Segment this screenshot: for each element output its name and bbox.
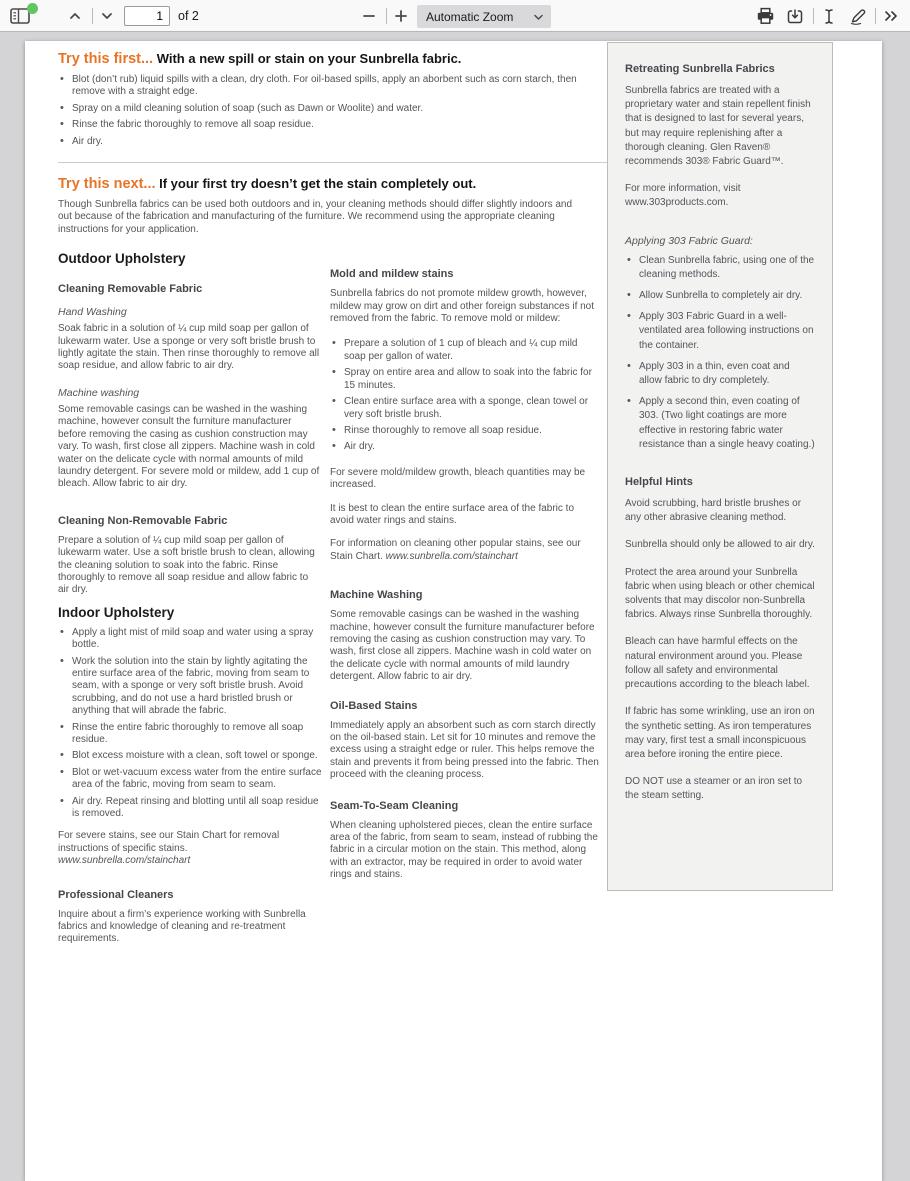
chevron-down-icon: [533, 12, 544, 22]
sidebar-toggle-button[interactable]: [7, 3, 33, 29]
oil-based-stains-heading: Oil-Based Stains: [330, 699, 418, 712]
seam-to-seam-body: When cleaning upholstered pieces, clean the entire surface area of the fabric, from seam to seam, instead of rubbing the fabric in a circular motion on the stain. This method, along with an extractor, may be required in order to avoid water rings and stains.: [330, 819, 598, 881]
plus-icon: [394, 9, 408, 23]
more-info-note: For more information, visit www.303products.com.: [625, 183, 741, 209]
more-tools-button[interactable]: [878, 3, 904, 29]
toolbar-divider: [875, 8, 876, 24]
retreating-body: Sunbrella fabrics are treated with a proprietary water and stain repellent finish that is designed to last for several years, but may require replenishing after a thorough cleaning. Glen Raven® recommends 303® Fabric Guard™.: [625, 85, 811, 168]
mold-mildew-body: Sunbrella fabrics do not promote mildew growth, however, mildew may grow on dirt and other foreign substances if not removed from the fabric. To remove mold or mildew:: [330, 288, 595, 325]
list-item: • Spray on entire area and allow to soak into the fabric for 15 minutes.: [330, 367, 600, 392]
list-item: • Apply a second thin, even coating of 303. (Two light coatings are more effective in restoring fabric water resistance than a single heavy coating.): [625, 395, 815, 452]
retreating-heading: Retreating Sunbrella Fabrics: [625, 63, 775, 75]
mold-note: For severe mold/mildew growth, bleach quantities may be increased.: [330, 466, 586, 491]
section-divider: [58, 162, 608, 163]
previous-page-button[interactable]: [62, 3, 88, 29]
text-cursor-icon: [821, 8, 837, 25]
notification-dot: [27, 3, 38, 14]
try-next-body: Though Sunbrella fabrics can be used both outdoors and in, your cleaning methods should differ slightly indoors and out because of the fabrication and manufacturing of the furniture. We recommend using the appropriate cleaning instructions for your application.: [58, 199, 573, 235]
list-item: • Air dry.: [58, 136, 585, 148]
hand-washing-body: Soak fabric in a solution of ¼ cup mild soap per gallon of lukewarm water. Use a sponge or very soft bristle brush to lightly agitate the stain. Then rinse thoroughly to remove all soap residue, and allow fabric to air dry.: [58, 323, 320, 372]
hint: Protect the area around your Sunbrella fabric when using bleach or other chemical solvents that may discolor non-Sunbrella fabrics. Always rinse Sunbrella thoroughly.: [625, 566, 815, 621]
professional-cleaners-body: Inquire about a firm’s experience working with Sunbrella fabrics and knowledge of cleaning and re-treatment requirements.: [58, 908, 306, 945]
machine-washing-heading: Machine washing: [58, 386, 140, 399]
download-button[interactable]: [782, 3, 808, 29]
applying-303-heading: Applying 303 Fabric Guard:: [625, 234, 753, 247]
toolbar-divider: [92, 8, 93, 24]
try-first-lead: Try this first...: [58, 51, 154, 67]
machine-washing-heading: Machine Washing: [330, 589, 423, 602]
list-item: • Rinse thoroughly to remove all soap residue.: [330, 425, 600, 437]
chevron-down-icon: [100, 9, 114, 23]
text-selection-tool-button[interactable]: [816, 3, 842, 29]
page-number-input[interactable]: [124, 6, 170, 26]
seam-to-seam-heading: Seam-To-Seam Cleaning: [330, 799, 459, 812]
list-item: • Blot or wet-vacuum excess water from the entire surface area of the fabric, moving from seam to seam.: [58, 767, 322, 792]
stain-chart-link[interactable]: www.sunbrella.com/stainchart: [385, 550, 518, 562]
pdf-viewer-area: [0, 33, 910, 945]
toolbar-divider: [813, 8, 814, 24]
try-first-bullets: [58, 74, 585, 148]
indoor-bullets: [58, 627, 322, 821]
stain-chart-link[interactable]: www.sunbrella.com/stainchart: [58, 855, 191, 867]
machine-washing-body: Some removable casings can be washed in the washing machine, however consult the furniture manufacturer before removing the casing as cushion construction may vary. To wash, first close all zippers. Machine wash in cold water on the delicate cycle with normal amounts of mild laundry detergent. For severe mold or mildew, add 1 cup of bleach. Allow fabric to air dry.: [58, 403, 320, 490]
mold-note: It is best to clean the entire surface area of the fabric to avoid water rings and stains.: [330, 502, 575, 526]
page-count-label: of 2: [178, 9, 199, 23]
middle-column: [330, 251, 600, 957]
list-item: • Blot (don’t rub) liquid spills with a clean, dry cloth. For oil-based spills, apply an aborbent such as corn starch, then remove with a straight edge.: [58, 74, 585, 99]
list-item: • Apply 303 Fabric Guard in a well-ventilated area following instructions on the container.: [625, 310, 815, 353]
applying-303-bullets: [625, 254, 815, 452]
hint: DO NOT use a steamer or an iron set to the steam setting.: [625, 776, 803, 802]
list-item: • Prepare a solution of 1 cup of bleach and ¼ cup mild soap per gallon of water.: [330, 338, 600, 363]
hint: Bleach can have harmful effects on the natural environment around you. Please follow all safety and environmental precautions according to the bleach label.: [625, 636, 810, 691]
try-next-tail: If your first try doesn’t get the stain completely out.: [155, 176, 477, 192]
annotate-pen-button[interactable]: [845, 3, 871, 29]
cleaning-nonremovable-body: Prepare a solution of ¼ cup mild soap per gallon of lukewarm water. Use a soft bristle brush to clean, allowing the cleaning solution to soak into the fabric. Rinse thoroughly to remove all soap residue and allow fabric to air dry.: [58, 534, 315, 596]
list-item: • Air dry.: [330, 441, 600, 453]
try-next-lead: Try this next...: [58, 176, 156, 193]
list-item: • Rinse the entire fabric thoroughly to remove all soap residue.: [58, 722, 322, 747]
list-item: • Apply a light mist of mild soap and water using a spray bottle.: [58, 627, 322, 652]
next-page-button[interactable]: [94, 3, 120, 29]
retreating-sidebar: [607, 42, 833, 891]
hint: If fabric has some wrinkling, use an iron on the synthetic setting. As iron temperatures may vary, first test a small inconspicuous area before ironing the entire piece.: [625, 706, 815, 760]
pdf-toolbar: [0, 0, 910, 32]
zoom-select[interactable]: [417, 5, 551, 28]
print-button[interactable]: [752, 3, 778, 29]
mold-note: [330, 538, 600, 563]
list-item: • Blot excess moisture with a clean, soft towel or sponge.: [58, 750, 322, 762]
try-first-tail: With a new spill or stain on your Sunbrella fabric.: [153, 51, 462, 66]
list-item: • Air dry. Repeat rinsing and blotting until all soap residue is removed.: [58, 796, 322, 821]
left-column: [58, 251, 322, 957]
try-first-section: [58, 51, 585, 236]
mold-mildew-heading: Mold and mildew stains: [330, 268, 454, 281]
hint: Avoid scrubbing, hard bristle brushes or any other abrasive cleaning method.: [625, 498, 802, 524]
machine-washing-body: Some removable casings can be washed in the washing machine, however consult the furniture manufacturer before removing the casing as cushion construction may vary. To wash, first close all zippers. Machine wash in cold water on the delicate cycle with normal amounts of mild laundry detergent. Allow fabric to air dry.: [330, 609, 595, 683]
list-item: • Apply 303 in a thin, even coat and allow fabric to dry completely.: [625, 360, 815, 388]
zoom-in-button[interactable]: [388, 3, 414, 29]
helpful-hints-heading: Helpful Hints: [625, 476, 693, 489]
chevron-up-icon: [68, 9, 82, 23]
cleaning-removable-heading: Cleaning Removable Fabric: [58, 283, 203, 296]
pdf-page: [25, 41, 882, 1181]
hint: Sunbrella should only be allowed to air dry.: [625, 539, 815, 551]
mold-bullets: [330, 338, 600, 453]
minus-icon: [362, 9, 376, 23]
double-chevron-right-icon: [883, 9, 899, 23]
printer-icon: [756, 7, 775, 25]
hand-washing-heading: Hand Washing: [58, 306, 127, 319]
list-item: • Rinse the fabric thoroughly to remove all soap residue.: [58, 119, 585, 131]
list-item: • Allow Sunbrella to completely air dry.: [625, 289, 815, 303]
list-item: • Clean entire surface area with a sponge, clean towel or very soft bristle brush.: [330, 396, 600, 421]
cleaning-nonremovable-heading: Cleaning Non-Removable Fabric: [58, 514, 228, 527]
outdoor-upholstery-heading: Outdoor Upholstery: [58, 251, 186, 267]
indoor-upholstery-heading: Indoor Upholstery: [58, 604, 175, 620]
list-item: • Clean Sunbrella fabric, using one of the cleaning methods.: [625, 254, 815, 282]
list-item: • Spray on a mild cleaning solution of soap (such as Dawn or Woolite) and water.: [58, 103, 585, 115]
severe-stains-note: For severe stains, see our Stain Chart for removal instructions of specific stains.: [58, 830, 280, 854]
download-icon: [786, 8, 804, 25]
zoom-select-value: Automatic Zoom: [426, 9, 514, 24]
oil-based-stains-body: Immediately apply an absorbent such as corn starch directly on the oil-based stain. Let sit for 10 minutes and remove the excess using a straight edge or ruler. This helps remove the stain and prevents it from being pressed into the fabric. Then proceed with the cleaning process.: [330, 719, 599, 781]
toolbar-divider: [386, 8, 387, 24]
mold-note-text: For information on cleaning other popular stains, see our Stain Chart.: [330, 538, 581, 562]
professional-cleaners-heading: Professional Cleaners: [58, 888, 174, 901]
list-item: • Work the solution into the stain by lightly agitating the entire surface area of the fabric, moving from seam to seam, with a sponge or very soft bristle brush. Avoid scrubbing, and do not use a hard bristled brush or anything that will abrade the fabric.: [58, 656, 322, 718]
zoom-out-button[interactable]: [356, 3, 382, 29]
pen-icon: [849, 8, 867, 25]
